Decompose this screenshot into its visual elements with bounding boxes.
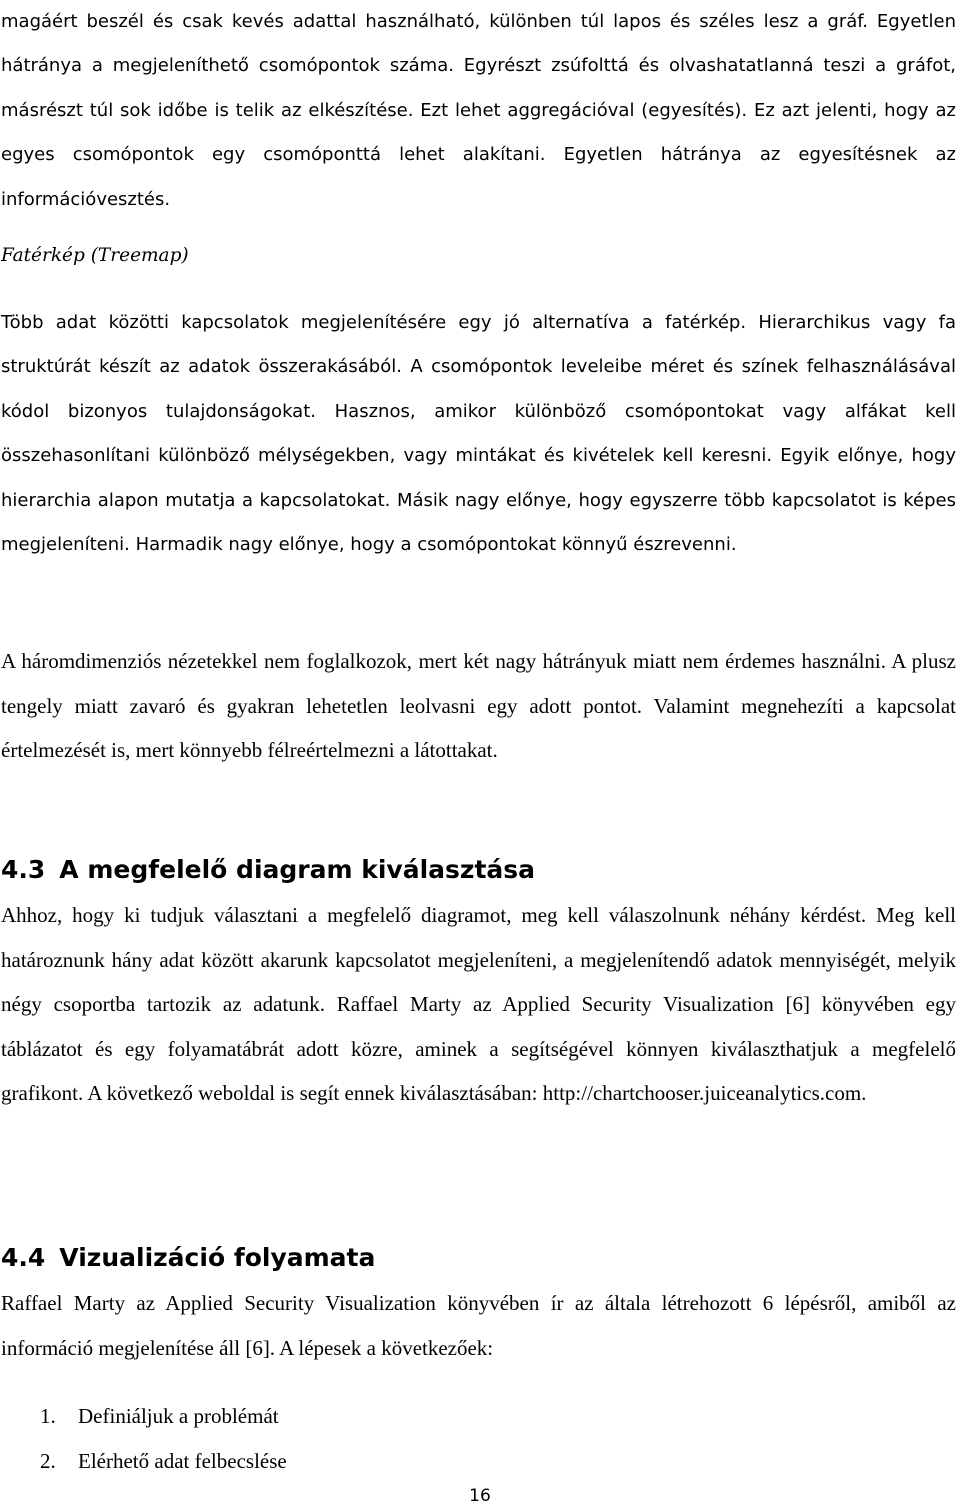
section-heading-4-3 (1, 852, 535, 888)
list-item (0, 1439, 287, 1484)
list-marker: 1. (40, 1404, 56, 1428)
paragraph-treemap: Több adat közötti kapcsolatok megjelenítésére egy jó alternatíva a fatérkép. Hierarchikus vagy fa struktúrát készít az adatok összerakásából. A csomópontok leveleibe méret és színek felhasználásával kódol bizonyos tulajdonságokat. Hasznos, amikor különböző csomópontokat vagy alfákat kell összehasonlítani különböző mélységekben, vagy mintákat és kivételek kell keresni. Egyik előnye, hogy hierarchia alapon mutatja a kapcsolatokat. Másik nagy előnye, hogy egyszerre több kapcsolatot is képes megjeleníteni. Harmadik nagy előnye, hogy a csomópontokat könnyű észrevenni. (1, 312, 956, 556)
paragraph-3d-views: A háromdimenziós nézetekkel nem foglalkozok, mert két nagy hátrányuk miatt nem érdemes használni. A plusz tengely miatt zavaró és gyakran lehetetlen leolvasni egy adott pontot. Valamint megnehezíti a kapcsolat értelmezését is, mert könnyebb félreértelmezni a látottakat. (1, 649, 956, 763)
list-marker: 2. (40, 1448, 56, 1473)
section-number: 4.3 (1, 855, 46, 884)
page-number: 16 (469, 1486, 491, 1506)
paragraph-visualization-process: Raffael Marty az Applied Security Visualization könyvében ír az általa létrehozott 6 lépésről, amiből az információ megjelenítése áll [6]. A lépesek a következőek: (1, 1291, 956, 1360)
paragraph-diagram-selection: Ahhoz, hogy ki tudjuk választani a megfelelő diagramot, meg kell válaszolnunk néhány kérdést. Meg kell határoznunk hány adat között akarunk kapcsolatot megjeleníteni, a megjelenítendő adatok mennyiségét, melyik négy csoportba tartozik az adatunk. Raffael Marty az Applied Security Visualization [6] könyvében egy táblázatot és egy folyamatábrát adott közre, aminek a segítségével könnyen kiválaszthatjuk a megfelelő grafikont. A következő weboldal is segít ennek kiválasztásában: http://chartchooser.juiceanalytics.com. (1, 903, 956, 1106)
list-item-text: Elérhető adat felbecslése (78, 1448, 287, 1473)
list-item (0, 1394, 287, 1439)
section-title: A megfelelő diagram kiválasztása (59, 855, 536, 884)
section-title: Vizualizáció folyamata (59, 1243, 376, 1272)
section-heading-4-4 (1, 1240, 375, 1276)
subheading-treemap: Fatérkép (Treemap) (1, 245, 189, 266)
list-item-text: Definiáljuk a problémát (78, 1404, 279, 1428)
section-number: 4.4 (1, 1243, 46, 1272)
steps-list (0, 1394, 287, 1483)
paragraph-graph-drawbacks: magáért beszél és csak kevés adattal használható, különben túl lapos és széles lesz a gráf. Egyetlen hátránya a megjeleníthető csomópontok száma. Egyrészt zsúfolttá és olvashatatlanná teszi a gráfot, másrészt túl sok időbe is telik az elkészítése. Ezt lehet aggregációval (egyesítés). Ez azt jelenti, hogy az egyes csomópontok egy csomóponttá lehet alakítani. Egyetlen hátránya az egyesítésnek az információvesztés. (1, 11, 956, 210)
